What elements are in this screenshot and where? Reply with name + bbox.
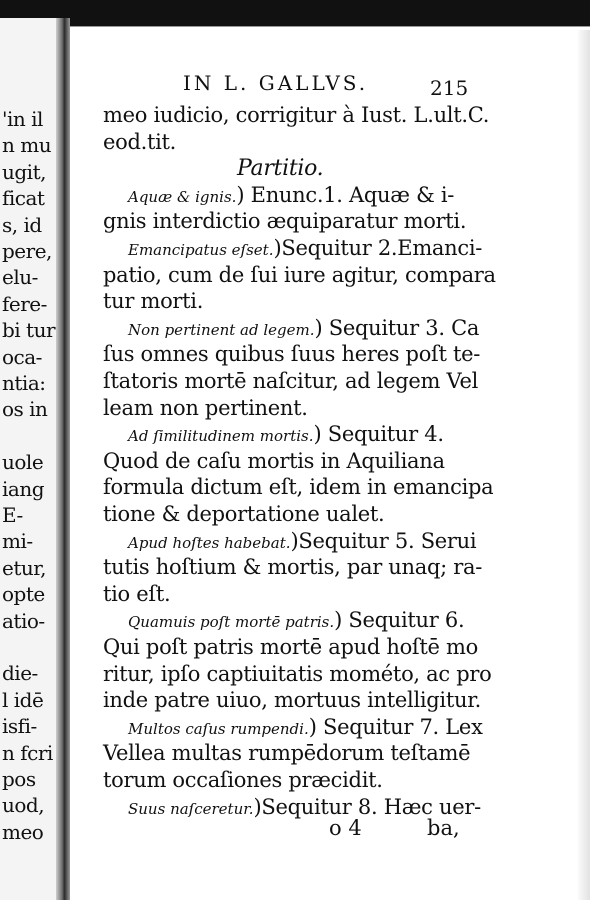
text-line — [103, 474, 493, 500]
text-line — [103, 262, 496, 288]
text-line — [103, 102, 489, 128]
text-line — [103, 501, 384, 527]
left-page-line: isfi- — [2, 714, 37, 739]
lemma: Apud hoſtes habebat. — [128, 533, 291, 552]
left-page-fragment — [0, 18, 58, 900]
left-page-line: uole — [2, 450, 44, 475]
folio-number: 215 — [430, 76, 469, 100]
left-page-line: meo — [2, 819, 44, 844]
text-line — [103, 554, 482, 580]
line-text: tutis hoſtium & mortis, par unaq; ra- — [103, 555, 483, 580]
line-text: Qui poſt patris mortē apud hoſtē mo — [103, 635, 478, 659]
text-line — [103, 395, 308, 421]
left-page-line: atio- — [2, 608, 45, 633]
text-line — [103, 129, 176, 155]
text-line — [128, 182, 454, 210]
left-page-line: etur, — [2, 555, 46, 580]
line-text: ſus omnes quibus ſuus heres poſt te- — [103, 342, 481, 367]
left-page-line: ugit, — [2, 159, 46, 184]
left-page-line: mi- — [2, 529, 33, 554]
text-line — [103, 368, 478, 394]
book-gutter — [56, 18, 70, 900]
left-page-line: ntia: — [2, 371, 46, 395]
line-text: meo iudicio, corrigitur à Iust. L.ult.C. — [103, 103, 490, 127]
left-page-line: elu- — [2, 265, 38, 290]
lemma: Suus naſceretur. — [128, 799, 254, 818]
text-line — [128, 528, 476, 556]
line-text: ) Enunc.1. Aquæ & i- — [236, 182, 455, 207]
line-text: inde patre uiuo, mortuus intelligitur. — [103, 688, 482, 713]
line-text: tur morti. — [103, 289, 204, 314]
catchword: ba, — [427, 816, 460, 840]
line-text: ) Sequitur 3. Ca — [314, 315, 480, 340]
line-text: ſtatoris mortē naſcitur, ad legem Vel — [103, 369, 479, 393]
line-text: ) Sequitur 7. Lex — [308, 714, 483, 739]
line-text: formula dictum eſt, idem in emancipa — [103, 475, 494, 500]
line-text: ) Sequitur 4. — [313, 422, 444, 447]
running-head: IN L. GALLVS. — [183, 71, 369, 95]
line-text: Vellea multas rumpēdorum teſtamē — [103, 741, 471, 766]
left-page-line: s, id — [2, 212, 42, 237]
text-line — [128, 315, 479, 343]
left-page-line: n mu — [2, 133, 52, 158]
left-page-line: iang — [2, 476, 45, 501]
text-line — [237, 155, 323, 182]
left-page-line: pere, — [2, 239, 52, 263]
text-line — [103, 448, 445, 474]
text-line — [103, 687, 481, 713]
left-page-line: E- — [2, 503, 23, 527]
left-page-line: opte — [2, 582, 45, 607]
text-line — [103, 740, 470, 766]
line-text: )Sequitur 2.Emanci- — [273, 236, 483, 260]
lemma: Emancipatus eſset. — [128, 241, 274, 259]
lemma: Non pertinent ad legem. — [128, 320, 315, 339]
lemma: Quamuis poſt mortē patris. — [128, 613, 335, 632]
line-text: tio eſt. — [103, 581, 171, 606]
left-page-line: ficat — [2, 186, 45, 211]
text-line — [128, 714, 483, 742]
text-line — [103, 341, 480, 367]
page-edge-shadow — [578, 30, 590, 900]
left-page-line: n fcri — [2, 740, 53, 765]
line-text: leam non pertinent. — [103, 395, 308, 420]
lemma: Ad ſimilitudinem mortis. — [128, 427, 314, 446]
text-line — [103, 661, 491, 687]
text-line — [103, 208, 466, 234]
left-page-line: pos — [2, 767, 36, 791]
text-line — [128, 235, 482, 263]
lemma: Aquæ & ignis. — [128, 187, 237, 206]
line-text: ) Sequitur 6. — [334, 608, 465, 633]
left-page-line: l idē — [2, 687, 44, 712]
text-line — [103, 581, 170, 607]
left-page-line: oca- — [2, 344, 42, 369]
signature-mark: o 4 — [329, 816, 362, 840]
line-text: Quod de caſu mortis in Aquiliana — [103, 448, 445, 473]
line-text: eod.tit. — [103, 129, 177, 154]
lemma: Multos caſus rumpendi. — [128, 719, 309, 738]
line-text: torum occaſiones præcidit. — [103, 768, 383, 792]
left-page-line: uod, — [2, 793, 45, 818]
line-text: )Sequitur 8. Hæc uer- — [253, 794, 481, 819]
section-heading: Partitio. — [237, 156, 324, 182]
left-page-line: bi tur — [2, 318, 56, 343]
text-line — [103, 634, 478, 660]
text-line — [103, 767, 383, 793]
text-line — [128, 607, 464, 635]
line-text: )Sequitur 5. Serui — [290, 528, 477, 553]
line-text: ritur, ipſo captiuitatis mométo, ac pro — [103, 661, 492, 686]
line-text: patio, cum de ſui iure agitur, compara — [103, 262, 496, 287]
left-page-line: die- — [2, 661, 38, 686]
left-page-line: fere- — [2, 291, 47, 316]
line-text: tione & deportatione ualet. — [103, 502, 385, 526]
text-line — [103, 288, 203, 314]
text-line — [128, 421, 444, 449]
left-page-line: os in — [2, 397, 48, 422]
left-page-line: 'in il — [2, 107, 43, 131]
line-text: gnis interdictio æquiparatur morti. — [103, 209, 467, 234]
